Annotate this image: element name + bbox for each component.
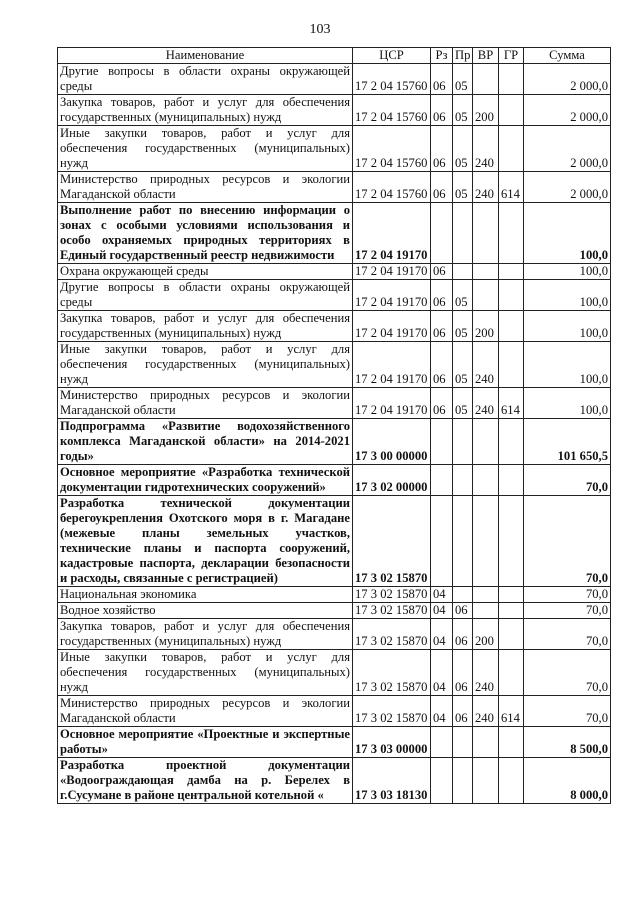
row-gr — [499, 465, 524, 496]
row-sum: 70,0 — [524, 465, 611, 496]
row-pr — [453, 264, 473, 280]
row-csr: 17 3 03 18130 — [353, 758, 431, 804]
row-sum: 70,0 — [524, 696, 611, 727]
row-name: Разработка проектной документации «Водоограждающая дамба на р. Берелех в г.Сусумане в районе центральной котельной « — [58, 758, 353, 804]
row-csr: 17 3 02 15870 — [353, 587, 431, 603]
row-gr — [499, 496, 524, 587]
row-rz: 04 — [431, 587, 453, 603]
row-gr: 614 — [499, 172, 524, 203]
row-pr: 06 — [453, 696, 473, 727]
row-gr — [499, 311, 524, 342]
row-name: Водное хозяйство — [58, 603, 353, 619]
row-sum: 70,0 — [524, 496, 611, 587]
row-csr: 17 3 02 00000 — [353, 465, 431, 496]
row-gr — [499, 727, 524, 758]
row-name: Разработка технической документации берегоукрепления Охотского моря в г. Магадане (межевые планы земельных участков, технические планы и паспорта сооружений, кадастровые паспорта, декларации безопасности и расходы, связанные с регистрацией) — [58, 496, 353, 587]
page-number: 103 — [309, 22, 331, 37]
row-name: Другие вопросы в области охраны окружающей среды — [58, 64, 353, 95]
row-csr: 17 2 04 19170 — [353, 203, 431, 264]
row-sum: 2 000,0 — [524, 172, 611, 203]
row-vr: 240 — [473, 126, 499, 172]
table-row — [58, 696, 611, 727]
row-name: Основное мероприятие «Разработка технической документации гидротехнических сооружений» — [58, 465, 353, 496]
row-gr — [499, 342, 524, 388]
row-vr: 200 — [473, 619, 499, 650]
row-sum: 8 500,0 — [524, 727, 611, 758]
row-rz — [431, 727, 453, 758]
row-csr: 17 3 02 15870 — [353, 496, 431, 587]
table-body — [58, 64, 611, 804]
table-row — [58, 280, 611, 311]
row-rz — [431, 419, 453, 465]
table-row — [58, 64, 611, 95]
row-name: Другие вопросы в области охраны окружающей среды — [58, 280, 353, 311]
row-gr — [499, 64, 524, 95]
row-pr — [453, 203, 473, 264]
row-pr: 05 — [453, 388, 473, 419]
row-name: Закупка товаров, работ и услуг для обеспечения государственных (муниципальных) нужд — [58, 619, 353, 650]
row-gr — [499, 587, 524, 603]
table-row — [58, 587, 611, 603]
row-pr: 05 — [453, 311, 473, 342]
row-name: Основное мероприятие «Проектные и экспертные работы» — [58, 727, 353, 758]
row-vr: 200 — [473, 311, 499, 342]
row-vr: 240 — [473, 650, 499, 696]
row-pr: 06 — [453, 650, 473, 696]
row-gr — [499, 126, 524, 172]
row-rz: 06 — [431, 172, 453, 203]
row-vr — [473, 496, 499, 587]
table-row — [58, 465, 611, 496]
row-pr: 05 — [453, 95, 473, 126]
row-csr: 17 2 04 15760 — [353, 172, 431, 203]
row-gr — [499, 419, 524, 465]
row-name: Министерство природных ресурсов и экологии Магаданской области — [58, 388, 353, 419]
row-rz: 04 — [431, 619, 453, 650]
table-row — [58, 264, 611, 280]
row-rz — [431, 203, 453, 264]
row-pr: 06 — [453, 619, 473, 650]
row-csr: 17 2 04 19170 — [353, 280, 431, 311]
row-pr — [453, 587, 473, 603]
row-gr — [499, 95, 524, 126]
row-rz — [431, 758, 453, 804]
row-rz: 06 — [431, 95, 453, 126]
row-sum: 2 000,0 — [524, 126, 611, 172]
row-vr — [473, 280, 499, 311]
row-pr — [453, 758, 473, 804]
row-vr — [473, 758, 499, 804]
row-csr: 17 3 02 15870 — [353, 603, 431, 619]
table-row — [58, 496, 611, 587]
row-pr: 06 — [453, 603, 473, 619]
table-row — [58, 603, 611, 619]
row-sum: 101 650,5 — [524, 419, 611, 465]
row-sum: 70,0 — [524, 587, 611, 603]
row-vr — [473, 203, 499, 264]
row-csr: 17 2 04 19170 — [353, 342, 431, 388]
row-csr: 17 3 00 00000 — [353, 419, 431, 465]
row-sum: 8 000,0 — [524, 758, 611, 804]
table-row — [58, 619, 611, 650]
row-pr: 05 — [453, 342, 473, 388]
row-vr: 200 — [473, 95, 499, 126]
row-csr: 17 3 02 15870 — [353, 619, 431, 650]
row-name: Подпрограмма «Развитие водохозяйственного комплекса Магаданской области» на 2014-2021 годы» — [58, 419, 353, 465]
row-gr — [499, 264, 524, 280]
row-gr — [499, 203, 524, 264]
row-gr — [499, 619, 524, 650]
table-row — [58, 758, 611, 804]
table-row — [58, 126, 611, 172]
row-sum: 2 000,0 — [524, 95, 611, 126]
row-csr: 17 3 02 15870 — [353, 696, 431, 727]
header-csr: ЦСР — [353, 48, 431, 64]
row-gr: 614 — [499, 696, 524, 727]
row-rz: 06 — [431, 280, 453, 311]
row-sum: 100,0 — [524, 388, 611, 419]
row-rz — [431, 496, 453, 587]
budget-table — [57, 47, 611, 804]
row-vr — [473, 587, 499, 603]
row-csr: 17 2 04 15760 — [353, 126, 431, 172]
table-row — [58, 203, 611, 264]
row-rz: 04 — [431, 603, 453, 619]
row-sum: 100,0 — [524, 203, 611, 264]
row-csr: 17 3 03 00000 — [353, 727, 431, 758]
table-row — [58, 342, 611, 388]
row-rz — [431, 465, 453, 496]
row-pr: 05 — [453, 126, 473, 172]
row-gr — [499, 603, 524, 619]
row-gr — [499, 758, 524, 804]
row-rz: 06 — [431, 342, 453, 388]
row-sum: 100,0 — [524, 280, 611, 311]
row-vr: 240 — [473, 172, 499, 203]
row-rz: 06 — [431, 311, 453, 342]
header-name: Наименование — [58, 48, 353, 64]
row-rz: 04 — [431, 650, 453, 696]
table-row — [58, 419, 611, 465]
table-row — [58, 650, 611, 696]
row-pr — [453, 465, 473, 496]
table-row — [58, 95, 611, 126]
row-name: Закупка товаров, работ и услуг для обеспечения государственных (муниципальных) нужд — [58, 311, 353, 342]
row-vr — [473, 727, 499, 758]
row-name: Иные закупки товаров, работ и услуг для обеспечения государственных (муниципальных) нужд — [58, 650, 353, 696]
row-sum: 70,0 — [524, 650, 611, 696]
row-sum: 70,0 — [524, 619, 611, 650]
header-rz: Рз — [431, 48, 453, 64]
header-vr: ВР — [473, 48, 499, 64]
row-csr: 17 2 04 19170 — [353, 311, 431, 342]
row-name: Национальная экономика — [58, 587, 353, 603]
row-csr: 17 2 04 19170 — [353, 264, 431, 280]
row-rz: 06 — [431, 388, 453, 419]
row-vr — [473, 419, 499, 465]
row-sum: 70,0 — [524, 603, 611, 619]
row-pr — [453, 496, 473, 587]
row-gr: 614 — [499, 388, 524, 419]
row-vr — [473, 465, 499, 496]
row-rz: 04 — [431, 696, 453, 727]
row-csr: 17 3 02 15870 — [353, 650, 431, 696]
row-name: Министерство природных ресурсов и экологии Магаданской области — [58, 172, 353, 203]
header-sum: Сумма — [524, 48, 611, 64]
row-name: Иные закупки товаров, работ и услуг для обеспечения государственных (муниципальных) нужд — [58, 342, 353, 388]
row-pr: 05 — [453, 280, 473, 311]
row-name: Министерство природных ресурсов и экологии Магаданской области — [58, 696, 353, 727]
table-row — [58, 311, 611, 342]
row-csr: 17 2 04 19170 — [353, 388, 431, 419]
row-vr: 240 — [473, 342, 499, 388]
row-vr: 240 — [473, 388, 499, 419]
row-rz: 06 — [431, 264, 453, 280]
row-pr — [453, 727, 473, 758]
table-row — [58, 388, 611, 419]
row-csr: 17 2 04 15760 — [353, 95, 431, 126]
row-name: Иные закупки товаров, работ и услуг для обеспечения государственных (муниципальных) нужд — [58, 126, 353, 172]
row-rz: 06 — [431, 126, 453, 172]
row-sum: 2 000,0 — [524, 64, 611, 95]
header-row — [58, 48, 611, 64]
row-vr — [473, 603, 499, 619]
row-gr — [499, 650, 524, 696]
row-gr — [499, 280, 524, 311]
row-sum: 100,0 — [524, 342, 611, 388]
table-row — [58, 172, 611, 203]
row-sum: 100,0 — [524, 264, 611, 280]
row-name: Закупка товаров, работ и услуг для обеспечения государственных (муниципальных) нужд — [58, 95, 353, 126]
row-name: Охрана окружающей среды — [58, 264, 353, 280]
row-csr: 17 2 04 15760 — [353, 64, 431, 95]
row-name: Выполнение работ по внесению информации о зонах с особыми условиями использования и особо охраняемых природных территориях в Единый государственный реестр недвижимости — [58, 203, 353, 264]
row-vr — [473, 264, 499, 280]
row-pr: 05 — [453, 64, 473, 95]
header-gr: ГР — [499, 48, 524, 64]
row-pr: 05 — [453, 172, 473, 203]
row-sum: 100,0 — [524, 311, 611, 342]
header-pr: Пр — [453, 48, 473, 64]
row-pr — [453, 419, 473, 465]
table-row — [58, 727, 611, 758]
row-vr — [473, 64, 499, 95]
row-rz: 06 — [431, 64, 453, 95]
row-vr: 240 — [473, 696, 499, 727]
